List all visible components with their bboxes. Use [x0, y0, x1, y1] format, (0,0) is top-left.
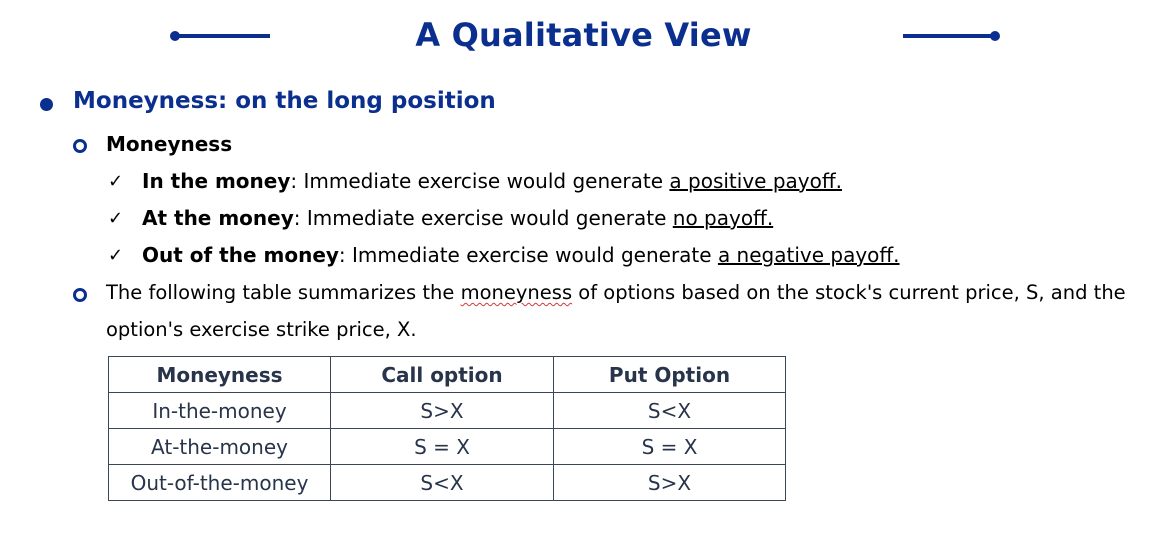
item-result: no payoff. — [672, 206, 774, 230]
hollow-circle-bullet-icon — [73, 139, 87, 153]
table-cell: S<X — [554, 393, 786, 429]
table-cell: Out-of-the-money — [109, 465, 331, 501]
column-header: Put Option — [554, 357, 786, 393]
table-row — [109, 465, 786, 501]
right-dot-decoration-icon — [990, 31, 1000, 41]
table-cell: S>X — [331, 393, 554, 429]
item-term: In the money — [142, 169, 291, 193]
table-cell: S = X — [331, 429, 554, 465]
description-text: of options based on the stock's current price, S, and the — [572, 281, 1126, 304]
item-term: At the money — [142, 206, 294, 230]
page-title: A Qualitative View — [415, 16, 752, 54]
item-description: : Immediate exercise would generate — [290, 169, 670, 193]
table-cell: S>X — [554, 465, 786, 501]
item-result: a positive payoff. — [669, 169, 842, 193]
item-term: Out of the money — [142, 243, 339, 267]
moneyness-table — [108, 356, 786, 501]
right-line-decoration — [903, 34, 995, 38]
table-description-line-2: option's exercise strike price, X. — [106, 318, 417, 341]
item-description: : Immediate exercise would generate — [293, 206, 673, 230]
subheading-moneyness: Moneyness — [106, 132, 233, 156]
list-item — [142, 169, 842, 193]
table-cell: S<X — [331, 465, 554, 501]
section-heading: Moneyness: on the long position — [73, 88, 496, 114]
table-row — [109, 429, 786, 465]
checkmark-icon: ✓ — [108, 208, 124, 229]
table-row — [109, 393, 786, 429]
column-header: Call option — [331, 357, 554, 393]
table-header-row — [109, 357, 786, 393]
checkmark-icon: ✓ — [108, 171, 124, 192]
list-item — [142, 206, 773, 230]
table-cell: In-the-money — [109, 393, 331, 429]
checkmark-icon: ✓ — [108, 245, 124, 266]
table-description-line-1 — [106, 281, 1126, 304]
spellcheck-word: moneyness — [460, 281, 573, 304]
description-text: The following table summarizes the — [106, 281, 461, 304]
column-header: Moneyness — [109, 357, 331, 393]
hollow-circle-bullet-icon — [73, 288, 87, 302]
table-cell: S = X — [554, 429, 786, 465]
table-cell: At-the-money — [109, 429, 331, 465]
filled-circle-bullet-icon — [40, 98, 53, 111]
item-description: : Immediate exercise would generate — [338, 243, 718, 267]
list-item — [142, 243, 900, 267]
item-result: a negative payoff. — [717, 243, 900, 267]
slide-header — [0, 14, 1167, 60]
